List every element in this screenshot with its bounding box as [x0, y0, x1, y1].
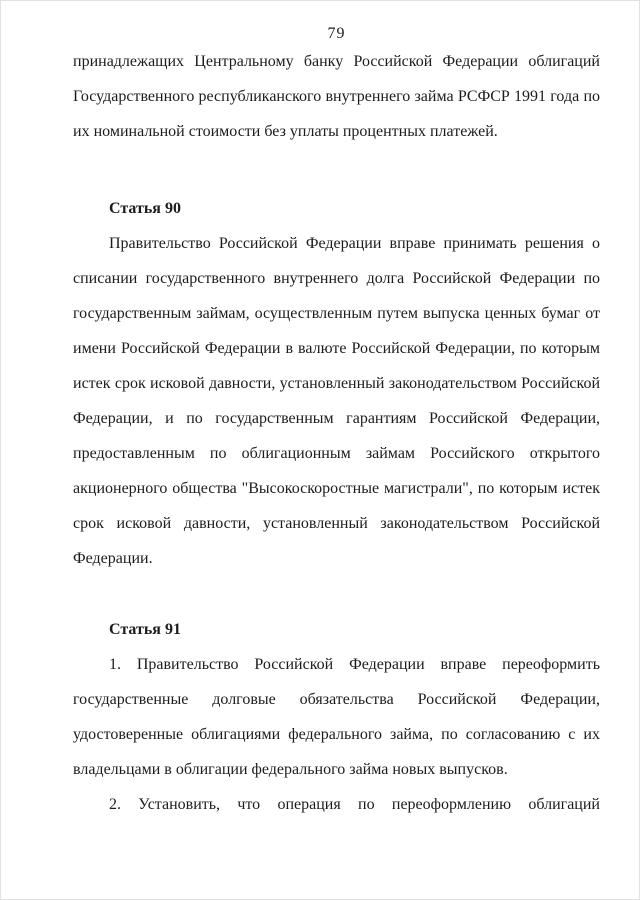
- text-line: государственным займам, осуществленным путем выпуска ценных бумаг от: [73, 305, 600, 322]
- text-line: владельцами в облигации федерального займа новых выпусков.: [73, 761, 508, 778]
- page-number: 79: [327, 25, 346, 42]
- text-line: их номинальной стоимости без уплаты процентных платежей.: [73, 123, 498, 140]
- text-line: 2. Установить, что операция по переоформлению облигаций: [109, 796, 600, 813]
- text-line: истек срок исковой давности, установленный законодательством Российской: [73, 375, 600, 392]
- text-line: Федерации.: [73, 550, 153, 567]
- article-heading: Статья 91: [109, 621, 181, 638]
- text-line: предоставленным по облигационным займам Российского открытого: [73, 445, 600, 462]
- paragraph: [73, 647, 600, 787]
- text-line: срок исковой давности, установленный законодательством Российской: [73, 515, 600, 532]
- paragraph: [73, 787, 600, 822]
- document-body: [73, 24, 600, 822]
- text-line: 1. Правительство Российской Федерации вправе переоформить: [109, 656, 600, 673]
- text-line: принадлежащих Центральному банку Российской Федерации облигаций: [73, 53, 600, 70]
- text-line: акционерного общества "Высокоскоростные магистрали", по которым истек: [73, 480, 600, 497]
- text-line: Федерации, и по государственным гарантиям Российской Федерации,: [73, 410, 600, 427]
- text-line: государственные долговые обязательства Российской Федерации,: [73, 691, 600, 708]
- text-line: Правительство Российской Федерации вправе принимать решения о: [109, 235, 600, 252]
- text-line: удостоверенные облигациями федерального займа, по согласованию с их: [73, 726, 600, 743]
- text-line: списании государственного внутреннего долга Российской Федерации по: [73, 270, 600, 287]
- paragraph: [73, 44, 600, 149]
- text-line: имени Российской Федерации в валюте Российской Федерации, по которым: [73, 340, 600, 357]
- text-line: Государственного республиканского внутреннего займа РСФСР 1991 года по: [73, 88, 600, 105]
- paragraph: [73, 226, 600, 576]
- article-heading: Статья 90: [109, 200, 181, 217]
